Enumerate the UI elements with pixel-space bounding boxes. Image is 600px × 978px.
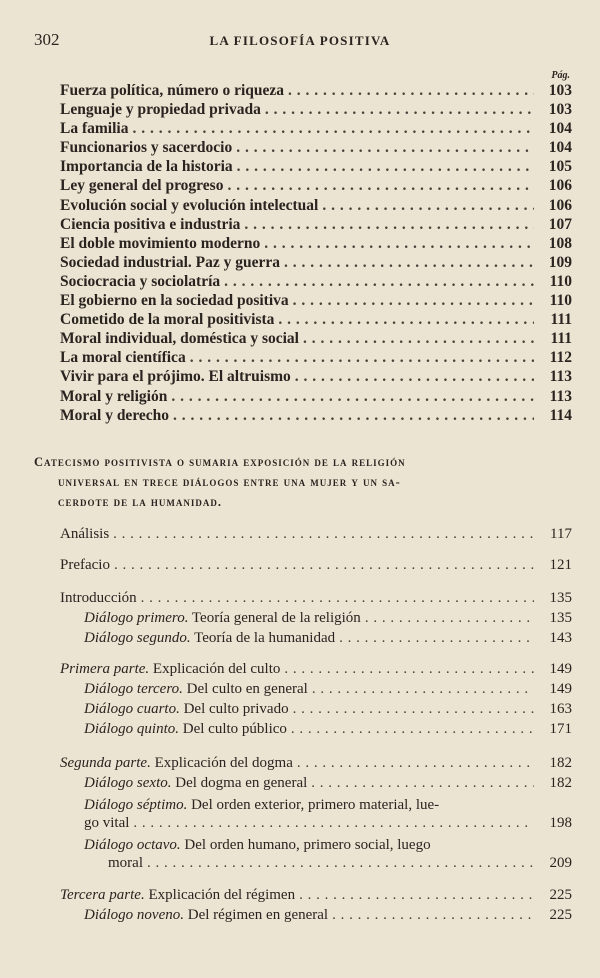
toc-page: 105 <box>548 158 572 176</box>
toc-entry <box>60 368 572 387</box>
toc-title: El gobierno en la sociedad positiva <box>60 292 289 310</box>
toc-group-primera-parte <box>60 661 572 741</box>
toc-group-introduccion <box>60 590 572 650</box>
toc-page: 111 <box>550 311 572 329</box>
section-title-line: cerdote de la humanidad. <box>58 495 223 509</box>
dialog-text: Teoría general de la religión <box>188 610 361 626</box>
toc-page: 182 <box>549 755 572 771</box>
toc-entry <box>60 311 572 330</box>
toc-page: 106 <box>548 196 572 214</box>
dialog-label: Diálogo tercero. <box>84 681 183 697</box>
dialog-text-continued: go vital <box>84 815 130 831</box>
toc-title: Moral y derecho <box>60 406 170 424</box>
toc-title: Moral y religión <box>60 387 168 405</box>
toc-title: Lenguaje y propiedad privada <box>60 101 261 119</box>
dialog-text: Del culto privado <box>179 701 289 717</box>
dialog-label: Diálogo primero. <box>84 610 189 626</box>
toc-page: 110 <box>549 272 572 290</box>
toc-entry <box>60 292 572 311</box>
toc-title: Importancia de la historia <box>60 158 233 176</box>
dialog-text: Teoría de la humanidad <box>190 630 336 646</box>
toc-title: Análisis <box>60 526 110 542</box>
toc-entry <box>60 388 572 407</box>
dialog-text: Del dogma en general <box>171 775 308 791</box>
toc-group-segunda-parte <box>60 755 572 875</box>
part-text: Explicación del culto <box>149 661 281 677</box>
toc-title: Prefacio <box>60 557 110 573</box>
toc-page: 225 <box>549 907 572 923</box>
dialog-label: Diálogo cuarto. <box>84 701 180 717</box>
toc-title: La familia <box>60 120 129 138</box>
toc-entry <box>60 254 572 273</box>
part-label: Tercera parte. <box>60 887 145 903</box>
toc-entry <box>60 177 572 196</box>
dialog-label: Diálogo quinto. <box>84 721 180 737</box>
dialog-label: Diálogo segundo. <box>84 630 191 646</box>
toc-page: 182 <box>549 775 572 791</box>
toc-page: 163 <box>549 701 572 717</box>
running-title: LA FILOSOFÍA POSITIVA <box>209 33 391 48</box>
dialog-label: Diálogo noveno. <box>84 907 184 923</box>
toc-entry <box>60 82 572 101</box>
toc-page: 225 <box>549 887 572 903</box>
toc-page: 104 <box>548 120 572 138</box>
toc-entry <box>60 235 572 254</box>
toc-title: Funcionarios y sacerdocio <box>60 139 233 157</box>
toc-entry <box>60 120 572 139</box>
toc-entry <box>60 273 572 292</box>
toc-page: 103 <box>548 101 572 119</box>
dialog-entry-wrapped <box>60 835 572 855</box>
toc-page: 106 <box>548 177 572 195</box>
dialog-entry-wrapped <box>60 795 572 815</box>
toc-title: Vivir para el prójimo. El altruismo <box>60 368 291 386</box>
part-label: Segunda parte. <box>60 755 151 771</box>
toc-page: 108 <box>548 234 572 252</box>
toc-page: 104 <box>548 139 572 157</box>
part-text: Explicación del dogma <box>150 755 293 771</box>
toc-title: Cometido de la moral positivista <box>60 311 275 329</box>
dialog-text: Del orden humano, primero social, luego <box>180 837 431 853</box>
toc-entry-analisis <box>60 526 572 546</box>
toc-page: 107 <box>548 215 572 233</box>
dialog-text: Del culto público <box>179 721 287 737</box>
toc-page: 149 <box>549 681 572 697</box>
section-title <box>34 452 570 512</box>
toc-title: Introducción <box>60 590 137 606</box>
toc-title: Evolución social y evolución intelectual <box>60 196 319 214</box>
toc-title: El doble movimiento moderno <box>60 234 261 252</box>
dialog-label: Diálogo séptimo. <box>84 797 188 813</box>
page-header <box>34 30 566 52</box>
toc-page: 109 <box>548 253 572 271</box>
dialog-label: Diálogo octavo. <box>84 837 181 853</box>
toc-entry <box>60 101 572 120</box>
toc-page: 143 <box>549 630 572 646</box>
toc-group-tercera-parte <box>60 887 572 927</box>
toc-entry-prefacio <box>60 557 572 577</box>
toc-page: 121 <box>549 557 572 573</box>
dialog-text: Del régimen en general <box>183 907 329 923</box>
toc-page: 112 <box>549 349 572 367</box>
toc-title: Ciencia positiva e industria <box>60 215 241 233</box>
toc-entry <box>60 216 572 235</box>
dialog-text-continued: moral <box>108 855 143 871</box>
page-column-label: Pág. <box>551 70 570 81</box>
toc-page: 135 <box>549 610 572 626</box>
toc-page: 149 <box>549 661 572 677</box>
toc-entry <box>60 139 572 158</box>
toc-page: 135 <box>549 590 572 606</box>
toc-title: Sociedad industrial. Paz y guerra <box>60 253 281 271</box>
toc-entry <box>60 349 572 368</box>
part-text: Explicación del régimen <box>144 887 296 903</box>
toc-title: Fuerza política, número o riqueza <box>60 82 285 99</box>
toc-entry <box>60 197 572 216</box>
toc-entry <box>60 330 572 349</box>
contents-list <box>60 82 572 426</box>
toc-page: 113 <box>549 368 572 386</box>
toc-page: 103 <box>548 82 572 99</box>
toc-page: 111 <box>550 330 572 348</box>
toc-entry <box>60 407 572 426</box>
toc-title: La moral científica <box>60 349 186 367</box>
dialog-label: Diálogo sexto. <box>84 775 172 791</box>
toc-page: 117 <box>550 526 572 542</box>
section-title-line: Catecismo positivista o sumaria exposición de la religión <box>34 455 406 469</box>
toc-title: Ley general del progreso <box>60 177 224 195</box>
toc-entry <box>60 158 572 177</box>
part-label: Primera parte. <box>60 661 150 677</box>
dialog-text: Del culto en general <box>182 681 308 697</box>
toc-title: Moral individual, doméstica y social <box>60 330 299 348</box>
page-number: 302 <box>34 30 60 49</box>
toc-page: 114 <box>549 406 572 424</box>
toc-page: 171 <box>549 721 572 737</box>
toc-page: 113 <box>549 387 572 405</box>
toc-page: 209 <box>549 855 572 871</box>
toc-page: 110 <box>549 292 572 310</box>
dialog-text: Del orden exterior, primero material, lue- <box>187 797 440 813</box>
toc-page: 198 <box>549 815 572 831</box>
section-title-line: universal en trece diálogos entre una mujer y un sa- <box>58 475 401 489</box>
toc-title: Sociocracia y sociolatría <box>60 272 221 290</box>
